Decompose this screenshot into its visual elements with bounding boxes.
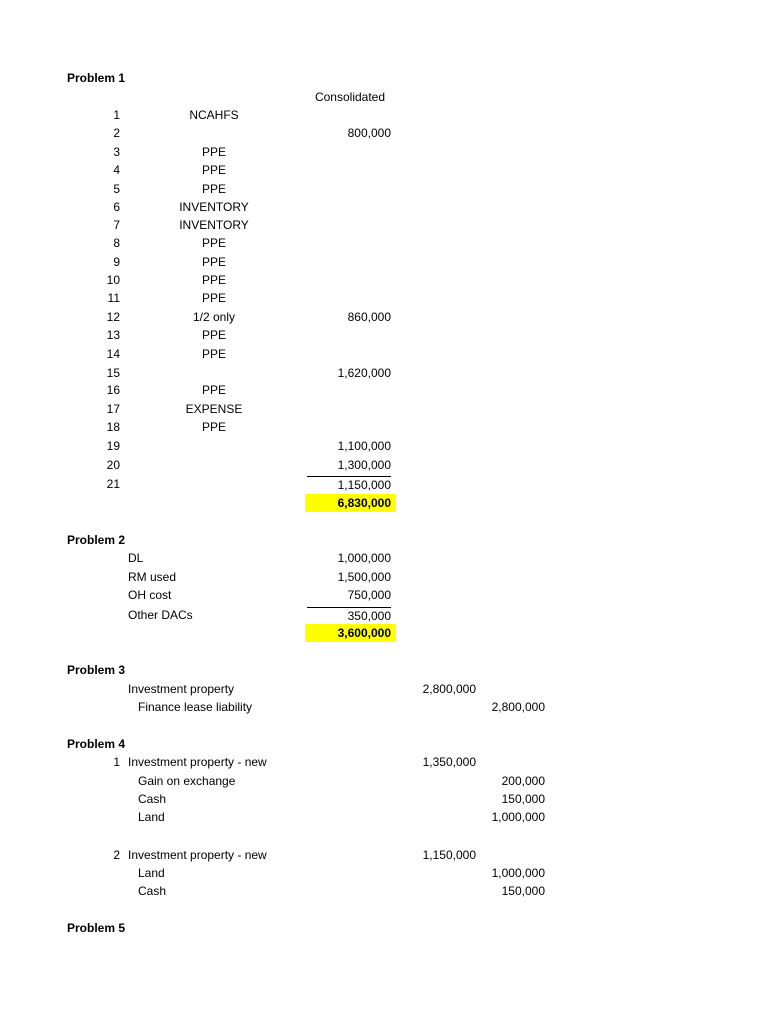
- problem3-title: Problem 3: [67, 663, 126, 677]
- p2-r4-value: 350,000: [307, 607, 391, 624]
- p1-r12-label: 1/2 only: [192, 310, 236, 324]
- p3-r2-label: Finance lease liability: [138, 700, 253, 714]
- p1-r19-value: 1,100,000: [337, 439, 391, 453]
- p3-r1-label: Investment property: [128, 682, 235, 696]
- p1-r9-label: PPE: [201, 255, 226, 269]
- p1-r10-label: PPE: [201, 273, 226, 287]
- p4e1-r1-debit: 1,350,000: [422, 755, 476, 769]
- p1-r5-num: 5: [113, 182, 120, 196]
- p4e1-r3-label: Cash: [138, 792, 167, 806]
- p1-r16-label: PPE: [201, 383, 226, 397]
- problem5-title: Problem 5: [67, 921, 126, 935]
- p1-r15-value: 1,620,000: [337, 366, 391, 380]
- problem1-title: Problem 1: [67, 71, 126, 85]
- p1-r12-value: 860,000: [347, 310, 391, 324]
- p1-r16-num: 16: [106, 383, 120, 397]
- p1-r19-num: 19: [106, 439, 120, 453]
- p1-r17-num: 17: [106, 402, 120, 416]
- p1-r15-num: 15: [106, 366, 120, 380]
- p1-r11-label: PPE: [201, 291, 226, 305]
- p2-r3-value: 750,000: [347, 588, 391, 602]
- p1-r4-num: 4: [113, 163, 120, 177]
- problem2-title: Problem 2: [67, 533, 126, 547]
- p1-r6-num: 6: [113, 200, 120, 214]
- p2-r1-label: DL: [128, 551, 144, 565]
- p4e1-num: 1: [113, 755, 120, 769]
- p1-r9-num: 9: [113, 255, 120, 269]
- p1-r3-label: PPE: [201, 145, 226, 159]
- p1-r4-label: PPE: [201, 163, 226, 177]
- p1-r13-num: 13: [106, 328, 120, 342]
- p1-r21-num: 21: [106, 477, 120, 491]
- p4e2-r2-label: Land: [138, 866, 165, 880]
- p2-r3-label: OH cost: [128, 588, 172, 602]
- p1-r20-value: 1,300,000: [337, 458, 391, 472]
- p2-r2-label: RM used: [128, 570, 177, 584]
- p1-r5-label: PPE: [201, 182, 226, 196]
- p3-r1-debit: 2,800,000: [422, 682, 476, 696]
- p4e1-r3-credit: 150,000: [501, 792, 545, 806]
- p1-r14-label: PPE: [201, 347, 226, 361]
- p1-r20-num: 20: [106, 458, 120, 472]
- p2-r2-value: 1,500,000: [337, 570, 391, 584]
- p1-r12-num: 12: [106, 310, 120, 324]
- p4e2-r3-label: Cash: [138, 884, 167, 898]
- p1-r1-label: NCAHFS: [189, 108, 239, 122]
- p3-r2-credit: 2,800,000: [491, 700, 545, 714]
- p1-r8-label: PPE: [201, 236, 226, 250]
- p4e2-num: 2: [113, 848, 120, 862]
- p1-r18-label: PPE: [201, 420, 226, 434]
- problem1-col-header: Consolidated: [314, 90, 386, 104]
- p1-r18-num: 18: [106, 420, 120, 434]
- p4e1-r2-credit: 200,000: [501, 774, 545, 788]
- p4e2-r3-credit: 150,000: [501, 884, 545, 898]
- p1-r7-label: INVENTORY: [179, 218, 249, 232]
- p2-r1-value: 1,000,000: [337, 551, 391, 565]
- p1-r14-num: 14: [106, 347, 120, 361]
- problem2-total: 3,600,000: [305, 624, 396, 642]
- p1-r6-label: INVENTORY: [179, 200, 249, 214]
- p2-r4-label: Other DACs: [128, 608, 193, 622]
- p1-r13-label: PPE: [201, 328, 226, 342]
- p1-r21-value: 1,150,000: [307, 476, 391, 493]
- p1-r1-num: 1: [113, 108, 120, 122]
- p1-r17-label: EXPENSE: [185, 402, 243, 416]
- p1-r2-num: 2: [113, 126, 120, 140]
- p1-r10-num: 10: [106, 273, 120, 287]
- p1-r7-num: 7: [113, 218, 120, 232]
- problem1-total: 6,830,000: [305, 494, 396, 512]
- p1-r11-num: 11: [107, 291, 120, 305]
- p4e2-r1-label: Investment property - new: [128, 848, 267, 862]
- p1-r2-value: 800,000: [347, 126, 391, 140]
- problem4-title: Problem 4: [67, 737, 126, 751]
- p4e1-r2-label: Gain on exchange: [138, 774, 236, 788]
- p4e2-r1-debit: 1,150,000: [422, 848, 476, 862]
- p1-r8-num: 8: [113, 236, 120, 250]
- p4e1-r1-label: Investment property - new: [128, 755, 267, 769]
- p4e1-r4-credit: 1,000,000: [491, 810, 545, 824]
- p4e1-r4-label: Land: [138, 810, 165, 824]
- p1-r3-num: 3: [113, 145, 120, 159]
- p4e2-r2-credit: 1,000,000: [491, 866, 545, 880]
